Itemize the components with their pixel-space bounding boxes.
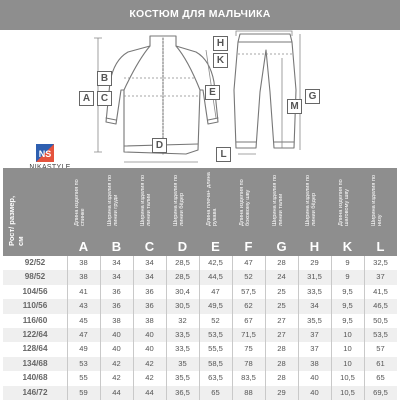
column-divider: [100, 256, 101, 400]
column-header-g: [265, 168, 298, 256]
value-cell-a: 43: [79, 301, 88, 311]
value-cell-c: 40: [145, 330, 154, 339]
column-divider: [331, 256, 332, 400]
value-cell-l: 65: [376, 373, 385, 383]
column-description: Ширина изделия по линии бёдер: [172, 174, 185, 226]
value-cell-b: 34: [112, 272, 121, 282]
value-cell-b: 38: [112, 315, 121, 325]
value-cell-a: 47: [79, 330, 88, 339]
value-cell-k: 9,5: [342, 286, 353, 296]
column-letter: G: [276, 239, 287, 254]
value-cell-g: 28: [277, 358, 286, 368]
value-cell-c: 36: [145, 286, 154, 296]
value-cell-l: 57: [376, 344, 385, 354]
table-row: [3, 314, 397, 328]
marker-e: E: [205, 85, 220, 100]
size-column-header: Рост/ размер, см: [7, 195, 25, 246]
value-cell-b: 44: [112, 387, 121, 397]
value-cell-k: 10: [343, 330, 352, 339]
value-cell-a: 49: [79, 344, 88, 354]
marker-k: K: [213, 53, 228, 68]
column-description: Длина изделия по шаговому шву: [337, 179, 350, 226]
value-cell-g: 29: [277, 387, 286, 397]
value-cell-l: 41,5: [373, 286, 388, 296]
value-cell-c: 42: [145, 358, 154, 368]
value-cell-e: 63,5: [208, 373, 223, 383]
size-cell: 140/68: [22, 373, 48, 383]
value-cell-d: 36,5: [175, 387, 190, 397]
column-header-k: [331, 168, 364, 256]
column-description: Ширина изделия по линии талии: [139, 174, 152, 226]
table-row: [3, 386, 397, 400]
column-divider: [298, 256, 299, 400]
value-cell-g: 25: [277, 286, 286, 296]
value-cell-l: 61: [376, 358, 385, 368]
value-cell-g: 28: [277, 344, 286, 354]
value-cell-c: 38: [145, 315, 154, 325]
value-cell-l: 32,5: [373, 258, 388, 267]
column-description: Ширина изделия по низу: [370, 174, 383, 226]
value-cell-d: 28,5: [175, 258, 190, 267]
value-cell-c: 42: [145, 373, 154, 383]
value-cell-k: 9,5: [342, 301, 353, 311]
column-letter: B: [111, 239, 122, 254]
marker-b: B: [97, 71, 112, 86]
svg-text:NS: NS: [38, 149, 52, 159]
value-cell-h: 40: [310, 373, 319, 383]
value-cell-d: 32: [178, 315, 187, 325]
value-cell-h: 33,5: [307, 286, 322, 296]
value-cell-f: 75: [244, 344, 253, 354]
value-cell-d: 33,5: [175, 344, 190, 354]
column-header-e: [199, 168, 232, 256]
value-cell-k: 9,5: [342, 315, 353, 325]
column-description: Длина изделия по спинке: [73, 179, 86, 226]
column-letter: F: [244, 239, 253, 254]
table-row: [3, 299, 397, 313]
value-cell-a: 55: [79, 373, 88, 383]
table-row: [3, 342, 397, 356]
value-cell-f: 52: [244, 272, 253, 282]
value-cell-b: 36: [112, 301, 121, 311]
value-cell-d: 35,5: [175, 373, 190, 383]
value-cell-b: 42: [112, 373, 121, 383]
column-description: Длина изделия по боковому шву: [238, 179, 251, 226]
value-cell-g: 28: [277, 258, 286, 267]
value-cell-c: 40: [145, 344, 154, 354]
marker-l: L: [216, 147, 231, 162]
value-cell-c: 34: [145, 258, 154, 267]
marker-a: A: [79, 91, 94, 106]
value-cell-a: 38: [79, 258, 88, 267]
table-row: [3, 285, 397, 299]
marker-d: D: [152, 138, 167, 153]
size-cell: 110/56: [22, 301, 48, 311]
column-divider: [67, 256, 68, 400]
column-header-f: [232, 168, 265, 256]
column-description: Ширина изделия по линии талии: [271, 174, 284, 226]
size-table: [3, 168, 397, 400]
table-row: [3, 328, 397, 342]
value-cell-h: 40: [310, 387, 319, 397]
value-cell-e: 52: [211, 315, 220, 325]
value-cell-f: 67: [244, 315, 253, 325]
column-letter: L: [376, 239, 385, 254]
table-row: [3, 270, 397, 284]
value-cell-b: 36: [112, 286, 121, 296]
value-cell-e: 47: [211, 286, 220, 296]
column-description: Длина плеча+ длина рукава: [205, 172, 218, 226]
column-header-l: [364, 168, 397, 256]
column-divider: [133, 256, 134, 400]
value-cell-b: 34: [112, 258, 121, 267]
table-row: [3, 371, 397, 385]
value-cell-e: 65: [211, 387, 220, 397]
table-row: [3, 256, 397, 270]
column-header-b: [100, 168, 133, 256]
marker-m: M: [287, 99, 302, 114]
column-divider: [265, 256, 266, 400]
size-cell: 122/64: [22, 330, 48, 339]
value-cell-f: 78: [244, 358, 253, 368]
size-cell: 104/56: [22, 286, 48, 296]
value-cell-d: 30,4: [175, 286, 190, 296]
value-cell-k: 10: [343, 358, 352, 368]
value-cell-g: 27: [277, 330, 286, 339]
size-cell: 92/52: [24, 258, 46, 267]
value-cell-b: 40: [112, 344, 121, 354]
value-cell-l: 46,5: [373, 301, 388, 311]
value-cell-d: 35: [178, 358, 187, 368]
value-cell-b: 42: [112, 358, 121, 368]
column-divider: [166, 256, 167, 400]
value-cell-l: 50,5: [373, 315, 388, 325]
value-cell-c: 36: [145, 301, 154, 311]
column-header-a: [67, 168, 100, 256]
value-cell-l: 37: [376, 272, 385, 282]
column-letter: E: [211, 239, 220, 254]
value-cell-c: 34: [145, 272, 154, 282]
value-cell-e: 44,5: [208, 272, 223, 282]
value-cell-l: 69,5: [373, 387, 388, 397]
value-cell-k: 9: [345, 272, 350, 282]
value-cell-f: 57,5: [241, 286, 256, 296]
column-letter: A: [78, 239, 89, 254]
value-cell-e: 49,5: [208, 301, 223, 311]
value-cell-h: 31,5: [307, 272, 322, 282]
value-cell-b: 40: [112, 330, 121, 339]
page-title: КОСТЮМ ДЛЯ МАЛЬЧИКА: [129, 8, 271, 20]
value-cell-k: 9: [345, 258, 350, 267]
value-cell-g: 25: [277, 301, 286, 311]
value-cell-k: 10,5: [340, 373, 355, 383]
marker-c: C: [97, 91, 112, 106]
value-cell-g: 27: [277, 315, 286, 325]
column-header-c: [133, 168, 166, 256]
value-cell-c: 44: [145, 387, 154, 397]
column-letter: K: [342, 239, 353, 254]
value-cell-g: 28: [277, 373, 286, 383]
value-cell-h: 37: [310, 330, 319, 339]
value-cell-h: 34: [310, 301, 319, 311]
column-divider: [199, 256, 200, 400]
column-description: Ширина изделия по линии груди: [106, 174, 119, 226]
value-cell-d: 30,5: [175, 301, 190, 311]
value-cell-d: 28,5: [175, 272, 190, 282]
value-cell-a: 45: [79, 315, 88, 325]
size-cell: 116/60: [22, 315, 48, 325]
header-bar: [0, 0, 400, 30]
value-cell-k: 10: [343, 344, 352, 354]
value-cell-f: 62: [244, 301, 253, 311]
garment-diagram: [0, 30, 400, 165]
value-cell-e: 53,5: [208, 330, 223, 339]
column-divider: [232, 256, 233, 400]
table-row: [3, 357, 397, 371]
value-cell-h: 29: [310, 258, 319, 267]
column-divider: [364, 256, 365, 400]
size-cell: 146/72: [22, 387, 48, 397]
value-cell-e: 55,5: [208, 344, 223, 354]
value-cell-a: 59: [79, 387, 88, 397]
value-cell-e: 42,5: [208, 258, 223, 267]
value-cell-d: 33,5: [175, 330, 190, 339]
value-cell-h: 37: [310, 344, 319, 354]
value-cell-k: 10,5: [340, 387, 355, 397]
value-cell-f: 47: [244, 258, 253, 267]
value-cell-f: 83,5: [241, 373, 256, 383]
size-cell: 98/52: [24, 272, 46, 282]
value-cell-h: 35,5: [307, 315, 322, 325]
column-header-h: [298, 168, 331, 256]
value-cell-e: 58,5: [208, 358, 223, 368]
column-letter: C: [144, 239, 155, 254]
value-cell-a: 41: [79, 286, 88, 296]
value-cell-h: 38: [310, 358, 319, 368]
column-letter: H: [309, 239, 320, 254]
value-cell-a: 38: [79, 272, 88, 282]
marker-g: G: [305, 89, 320, 104]
value-cell-g: 24: [277, 272, 286, 282]
value-cell-f: 88: [244, 387, 253, 397]
size-cell: 134/68: [22, 358, 48, 368]
column-description: Ширина изделия по линии бёдер: [304, 174, 317, 226]
value-cell-f: 71,5: [241, 330, 256, 339]
column-letter: D: [177, 239, 188, 254]
value-cell-l: 53,5: [373, 330, 388, 339]
marker-h: H: [213, 36, 228, 51]
size-cell: 128/64: [22, 344, 48, 354]
column-header-d: [166, 168, 199, 256]
value-cell-a: 53: [79, 358, 88, 368]
